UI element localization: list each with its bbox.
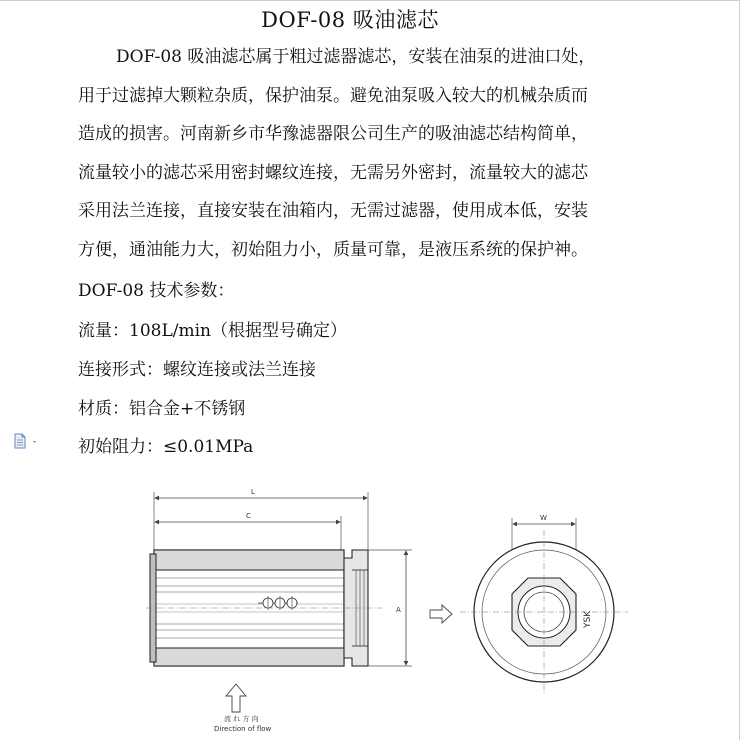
- brand-mark: YSK: [583, 610, 593, 628]
- view-arrow-icon: [430, 605, 452, 623]
- dimension-c: [155, 512, 341, 550]
- filter-side-view: [146, 550, 382, 666]
- filter-end-view: [460, 530, 628, 694]
- dim-w-label: W: [540, 514, 547, 522]
- description-line: 造成的损害。河南新乡市华豫滤器限公司生产的吸油滤芯结构简单，: [78, 124, 588, 145]
- flow-label-cn: 流 れ 方 向: [224, 715, 259, 723]
- dim-l-label: L: [251, 488, 255, 496]
- description-line: 流量较小的滤芯采用密封螺纹连接，无需另外密封，流量较大的滤芯: [78, 162, 588, 183]
- page-border-top: [0, 0, 740, 1]
- description-line: 用于过滤掉大颗粒杂质，保护油泵。避免油泵吸入较大的机械杂质而: [78, 85, 588, 106]
- description-line: DOF-08 吸油滤芯属于粗过滤器滤芯，安装在油泵的进油口处，: [116, 47, 596, 67]
- flow-arrow-icon: [226, 684, 246, 712]
- dim-a-label: A: [396, 606, 401, 614]
- flow-label-en: Direction of flow: [214, 725, 272, 733]
- spec-material: 材质：铝合金+不锈钢: [78, 399, 246, 419]
- specs-heading: DOF-08 技术参数：: [78, 281, 235, 301]
- flow-direction: [214, 684, 272, 733]
- spec-connection: 连接形式：螺纹连接或法兰连接: [78, 360, 316, 380]
- spec-resistance: 初始阻力：≤0.01MPa: [78, 437, 254, 457]
- description-line: 采用法兰连接，直接安装在油箱内，无需过滤器，使用成本低，安装: [78, 201, 588, 222]
- page-title: DOF-08 吸油滤芯: [261, 8, 439, 32]
- description-paragraph: [78, 38, 678, 270]
- dimension-l: [154, 488, 368, 550]
- dim-c-label: C: [246, 512, 251, 520]
- description-line: 方便，通油能力大，初始阻力小，质量可靠，是液压系统的保护神。: [78, 239, 588, 260]
- document-page-icon[interactable]: [13, 433, 43, 453]
- spec-flow: 流量：108L/min（根据型号确定）: [78, 321, 347, 341]
- filter-technical-drawing: [140, 478, 640, 740]
